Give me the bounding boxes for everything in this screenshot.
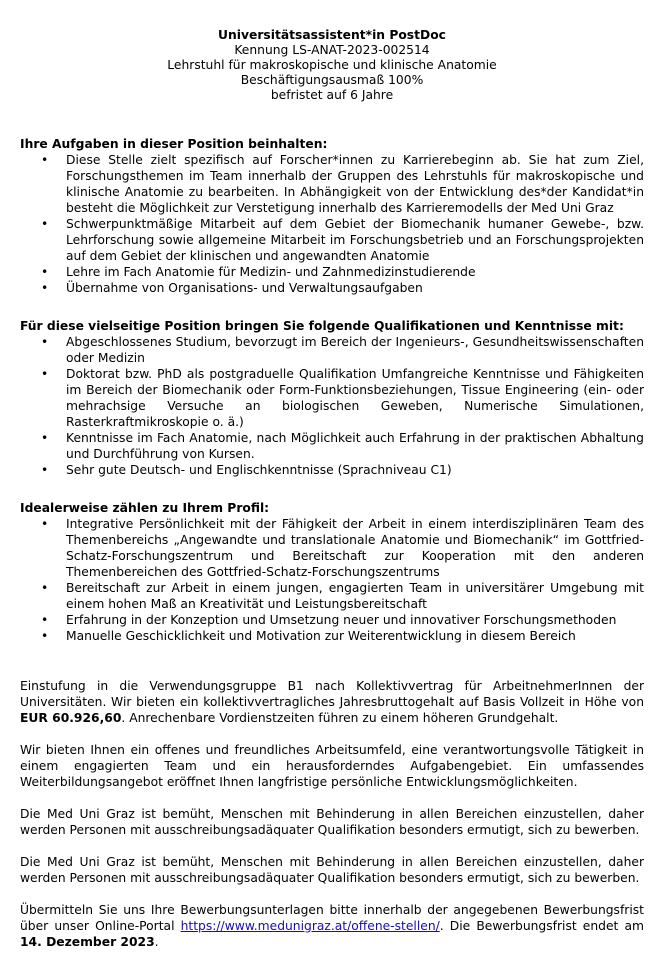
list-item-text: Übernahme von Organisations- und Verwaltungsaufgaben xyxy=(66,281,423,295)
list-item xyxy=(20,430,644,462)
bullet-icon: • xyxy=(41,463,49,477)
list-item xyxy=(20,628,644,644)
bullet-icon: • xyxy=(41,629,49,643)
list-item xyxy=(20,334,644,366)
job-posting xyxy=(20,28,644,950)
list-item xyxy=(20,516,644,580)
bullet-icon: • xyxy=(41,367,49,381)
offer-paragraph: Wir bieten Ihnen ein offenes und freundliches Arbeitsumfeld, eine verantwortungsvolle Tätigkeit in einem engagierten Team und ein herausforderndes Aufgabengebiet. Ein umfassendes Weiterbildungsangebot eröffnet Ihnen langfristige persönliche Entwicklungsmöglichkeiten. xyxy=(20,743,644,789)
list-item xyxy=(20,216,644,264)
job-title: Universitätsassistent*in PostDoc xyxy=(218,28,446,42)
list-item-text: Manuelle Geschicklichkeit und Motivation zur Weiterentwicklung in diesem Bereich xyxy=(66,629,576,643)
list-item-text: Erfahrung in der Konzeption und Umsetzung neuer und innovativer Forschungsmethoden xyxy=(66,613,617,627)
profile-heading: Idealerweise zählen zu Ihrem Profil: xyxy=(20,501,270,515)
list-item xyxy=(20,280,644,296)
list-item-text: Abgeschlossenes Studium, bevorzugt im Bereich der Ingenieurs-, Gesundheitswissenschaften oder Medizin xyxy=(66,335,644,365)
application-text-after: . xyxy=(154,935,159,949)
list-item-text: Sehr gute Deutsch- und Englischkenntnisse (Sprachniveau C1) xyxy=(66,463,452,477)
bullet-icon: • xyxy=(41,281,49,295)
employment-scope: Beschäftigungsausmaß 100% xyxy=(240,73,424,87)
tasks-list xyxy=(20,152,644,296)
bullet-icon: • xyxy=(41,581,49,595)
bullet-icon: • xyxy=(41,265,49,279)
list-item-text: Lehre im Fach Anatomie für Medizin- und Zahnmedizinstudierende xyxy=(66,265,476,279)
qualifications-heading: Für diese vielseitige Position bringen Sie folgende Qualifikationen und Kenntnisse mit: xyxy=(20,319,624,333)
list-item-text: Kenntnisse im Fach Anatomie, nach Möglichkeit auch Erfahrung in der praktischen Abhaltung und Durchführung von Kursen. xyxy=(66,431,644,461)
list-item xyxy=(20,462,644,478)
list-item-text: Diese Stelle zielt spezifisch auf Forscher*innen zu Karrierebeginn ab. Sie hat zum Ziel, Forschungsthemen im Team innerhalb der Gruppen des Lehrstuhls für makroskopische und klinische Anatomie zu bearbeiten. In Abhängigkeit von der Entwicklung des*der Kandidat*in besteht die Möglichkeit zur Verstetigung innerhalb des Karrieremodells der Med Uni Graz xyxy=(66,153,644,215)
chair-name: Lehrstuhl für makroskopische und klinische Anatomie xyxy=(167,58,497,72)
list-item xyxy=(20,612,644,628)
bullet-icon: • xyxy=(41,217,49,231)
bullet-icon: • xyxy=(41,613,49,627)
list-item-text: Schwerpunktmäßige Mitarbeit auf dem Gebiet der Biomechanik humaner Gewebe-, bzw. Lehrforschung sowie allgemeine Mitarbeit im Forschungsbetrieb und an Forschungsprojekten auf dem Gebiet der klinischen und angewandten Anatomie xyxy=(66,217,644,263)
list-item xyxy=(20,264,644,280)
bullet-icon: • xyxy=(41,431,49,445)
application-text: Übermitteln Sie uns Ihre Bewerbungsunterlagen bitte innerhalb der angegebenen Bewerbungsfrist über unser Online-Portal xyxy=(20,903,644,933)
bullet-icon: • xyxy=(41,335,49,349)
salary-amount: EUR 60.926,60 xyxy=(20,711,122,725)
posting-header xyxy=(20,28,644,103)
qualifications-list xyxy=(20,334,644,478)
application-deadline: 14. Dezember 2023 xyxy=(20,935,155,949)
job-id: Kennung LS-ANAT-2023-002514 xyxy=(234,43,430,57)
contract-term: befristet auf 6 Jahre xyxy=(270,88,394,102)
list-item xyxy=(20,580,644,612)
online-portal-link[interactable]: https://www.medunigraz.at/offene-stellen/ xyxy=(180,919,440,933)
tasks-heading: Ihre Aufgaben in dieser Position beinhalten: xyxy=(20,137,328,151)
bullet-icon: • xyxy=(41,153,49,167)
list-item xyxy=(20,152,644,216)
profile-list xyxy=(20,516,644,644)
application-paragraph xyxy=(20,902,644,950)
list-item-text: Integrative Persönlichkeit mit der Fähigkeit der Arbeit in einem interdisziplinären Team des Themenbereichs „Angewandte und translationale Anatomie und Biomechanik“ im Gottfried-Schatz-Forschungszentrum und Bereitschaft zur Kooperation mit den anderen Themenbereichen des Gottfried-Schatz-Forschungszentrums xyxy=(66,517,644,579)
bullet-icon: • xyxy=(41,517,49,531)
salary-text: Einstufung in die Verwendungsgruppe B1 nach Kollektivvertrag für ArbeitnehmerInnen der Universitäten. Wir bieten ein kollektivvertragliches Jahresbruttogehalt auf Basis Vollzeit in Höhe von xyxy=(20,679,644,709)
application-text-middle: . Die Bewerbungsfrist endet am xyxy=(439,919,644,933)
list-item xyxy=(20,366,644,430)
list-item-text: Doktorat bzw. PhD als postgraduelle Qualifikation Umfangreiche Kenntnisse und Fähigkeiten im Bereich der Biomechanik oder Form-Funktionsbeziehungen, Tissue Engineering (ein- oder mehrachsige Versuche an biologischen Geweben, Numerische Simulationen, Rasterkraftmikroskopie o. ä.) xyxy=(66,367,644,429)
inclusion-paragraph-repeat: Die Med Uni Graz ist bemüht, Menschen mit Behinderung in allen Bereichen einzustellen, daher werden Personen mit ausschreibungsadäquater Qualifikation besonders ermutigt, sich zu bewerben. xyxy=(20,855,644,885)
inclusion-paragraph: Die Med Uni Graz ist bemüht, Menschen mit Behinderung in allen Bereichen einzustellen, daher werden Personen mit ausschreibungsadäquater Qualifikation besonders ermutigt, sich zu bewerben. xyxy=(20,807,644,837)
list-item-text: Bereitschaft zur Arbeit in einem jungen, engagierten Team in universitärer Umgebung mit einem hohen Maß an Kreativität und Leistungsbereitschaft xyxy=(66,581,644,611)
salary-text-after: . Anrechenbare Vordienstzeiten führen zu einem höheren Grundgehalt. xyxy=(121,711,559,725)
salary-paragraph xyxy=(20,678,644,726)
